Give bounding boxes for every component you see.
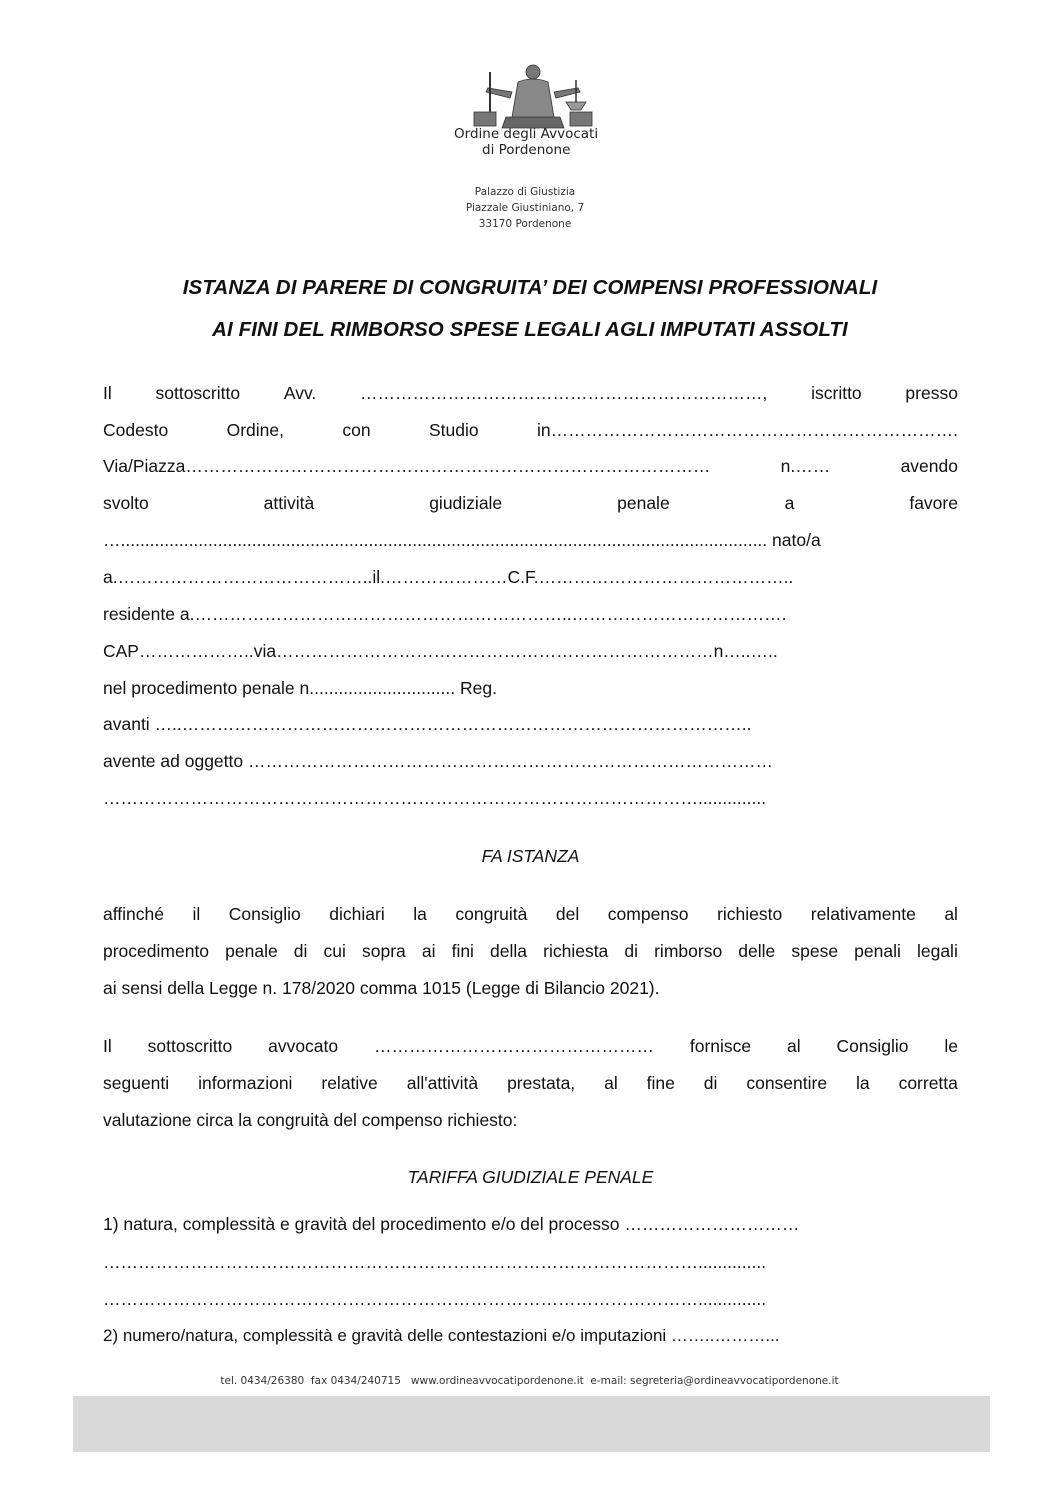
residence-field[interactable]: residente a.………………………………………………………..………………………………. — [103, 604, 787, 624]
word: affinché — [103, 904, 164, 924]
word: spese — [791, 941, 839, 961]
word: sottoscritto — [155, 383, 241, 403]
word: relative — [321, 1073, 378, 1093]
word: della — [490, 941, 528, 961]
lawyer-name-field-2[interactable]: ………………………………………… — [374, 1036, 654, 1056]
justice-figure-icon — [448, 62, 618, 132]
org-name-line1: Ordine degli Avvocati — [454, 126, 599, 142]
word: rimborso — [654, 941, 723, 961]
subject-field-continued[interactable]: ………………………………………………………………………………………….............. — [103, 788, 767, 808]
word: favore — [909, 493, 958, 513]
word: al — [944, 904, 958, 924]
street-field[interactable]: Via/Piazza……………………………………………………………………………… — [103, 456, 711, 476]
word: Studio — [428, 420, 479, 440]
word: richiesto — [717, 904, 783, 924]
word: avendo — [900, 456, 958, 476]
word: penale — [225, 941, 278, 961]
word: al — [604, 1073, 618, 1093]
word: sottoscritto — [147, 1036, 233, 1056]
word: informazioni — [198, 1073, 293, 1093]
para1-line2 — [103, 941, 958, 962]
word: Codesto — [103, 420, 169, 440]
word: al — [787, 1036, 801, 1056]
word: di — [293, 941, 308, 961]
word: ai — [421, 941, 436, 961]
word: penale — [617, 493, 670, 513]
word: Avv. — [283, 383, 317, 403]
lawyer-name-field[interactable]: ……………………………………………………………, — [360, 383, 768, 403]
word: presso — [905, 383, 958, 403]
para2-line1 — [103, 1036, 958, 1057]
word: Consiglio — [228, 904, 301, 924]
word: consentire — [746, 1073, 828, 1093]
document-title-line1: ISTANZA DI PARERE DI CONGRUITA’ DEI COMPENSI PROFESSIONALI — [182, 276, 878, 299]
birth-place-date-cf-field[interactable]: a.……………………………………..il.…………………C.F.…………………………………….. — [103, 567, 794, 587]
studio-city-field[interactable]: in……………………………………………………………. — [536, 420, 958, 440]
word: Consiglio — [836, 1036, 909, 1056]
client-name-field[interactable]: …..................................................................................................................................... nato/a — [103, 530, 821, 550]
word: all'attività — [406, 1073, 479, 1093]
word: il — [192, 904, 201, 924]
word: fine — [646, 1073, 675, 1093]
subject-field[interactable]: avente ad oggetto ……………………………………………………………………………… — [103, 751, 773, 771]
word: iscritto — [811, 383, 862, 403]
word: con — [342, 420, 371, 440]
word: avvocato — [268, 1036, 339, 1056]
form-line-lawyer — [103, 383, 958, 404]
word: congruità — [455, 904, 528, 924]
footer-contacts: tel. 0434/26380 fax 0434/240715 www.ordineavvocatipordenone.it e-mail: segreteria@ordineavvocatipordenone.it — [220, 1375, 839, 1387]
word: sopra — [361, 941, 406, 961]
para1-line1 — [103, 904, 958, 925]
word: attività — [263, 493, 315, 513]
form-line-activity — [103, 493, 958, 514]
word: svolto — [103, 493, 149, 513]
word: legali — [916, 941, 958, 961]
word: di — [703, 1073, 718, 1093]
word: giudiziale — [429, 493, 503, 513]
word: a — [784, 493, 795, 513]
word: richiesta — [543, 941, 609, 961]
word: Ordine, — [226, 420, 284, 440]
footer-band — [73, 1396, 990, 1452]
procedure-number-field[interactable]: nel procedimento penale n.............................. Reg. — [103, 678, 497, 698]
word: fornisce — [689, 1036, 752, 1056]
word: dichiari — [329, 904, 385, 924]
word: la — [413, 904, 427, 924]
word: di — [624, 941, 639, 961]
form-line-studio — [103, 420, 958, 441]
word: cui — [323, 941, 346, 961]
form-line-address — [103, 456, 958, 477]
item-2-field[interactable]: 2) numero/natura, complessità e gravità delle contestazioni e/o imputazioni ……..………... — [103, 1326, 780, 1345]
cap-via-field[interactable]: CAP………………..via…………………………………………………………………n…..….. — [103, 641, 778, 661]
word: relativamente — [810, 904, 916, 924]
address-line2: Piazzale Giustiniano, 7 — [465, 202, 585, 214]
item-1-continued-field[interactable]: ………………………………………………………………………………………….............. — [103, 1252, 767, 1272]
word: compenso — [607, 904, 689, 924]
word: la — [856, 1073, 870, 1093]
word: corretta — [898, 1073, 958, 1093]
item-1-continued-field-2[interactable]: ………………………………………………………………………………………….............. — [103, 1289, 767, 1309]
word: Il — [103, 1036, 112, 1056]
tariffa-heading: TARIFFA GIUDIZIALE PENALE — [407, 1167, 654, 1187]
para2-line3: valutazione circa la congruità del compenso richiesto: — [103, 1110, 518, 1130]
para1-line3: ai sensi della Legge n. 178/2020 comma 1015 (Legge di Bilancio 2021). — [103, 978, 660, 998]
word: del — [555, 904, 580, 924]
item-1-field[interactable]: 1) natura, complessità e gravità del procedimento e/o del processo ………………………… — [103, 1214, 800, 1234]
para2-line2 — [103, 1073, 958, 1094]
org-name-line2: di Pordenone — [482, 142, 571, 158]
word: prestata, — [507, 1073, 576, 1093]
word: fini — [451, 941, 474, 961]
address-line3: 33170 Pordenone — [478, 218, 572, 230]
word: procedimento — [103, 941, 210, 961]
word: seguenti — [103, 1073, 170, 1093]
word: delle — [738, 941, 776, 961]
court-field[interactable]: avanti …..…………………………………………………………………………………….. — [103, 714, 752, 734]
street-number-field[interactable]: n.…… — [780, 456, 831, 476]
word: penali — [854, 941, 901, 961]
address-line1: Palazzo di Giustizia — [474, 186, 576, 198]
word: Il — [103, 383, 112, 403]
fa-istanza-heading: FA ISTANZA — [481, 846, 580, 866]
word: le — [944, 1036, 958, 1056]
order-logo — [448, 62, 618, 172]
document-title-line2: AI FINI DEL RIMBORSO SPESE LEGALI AGLI IMPUTATI ASSOLTI — [212, 318, 848, 341]
